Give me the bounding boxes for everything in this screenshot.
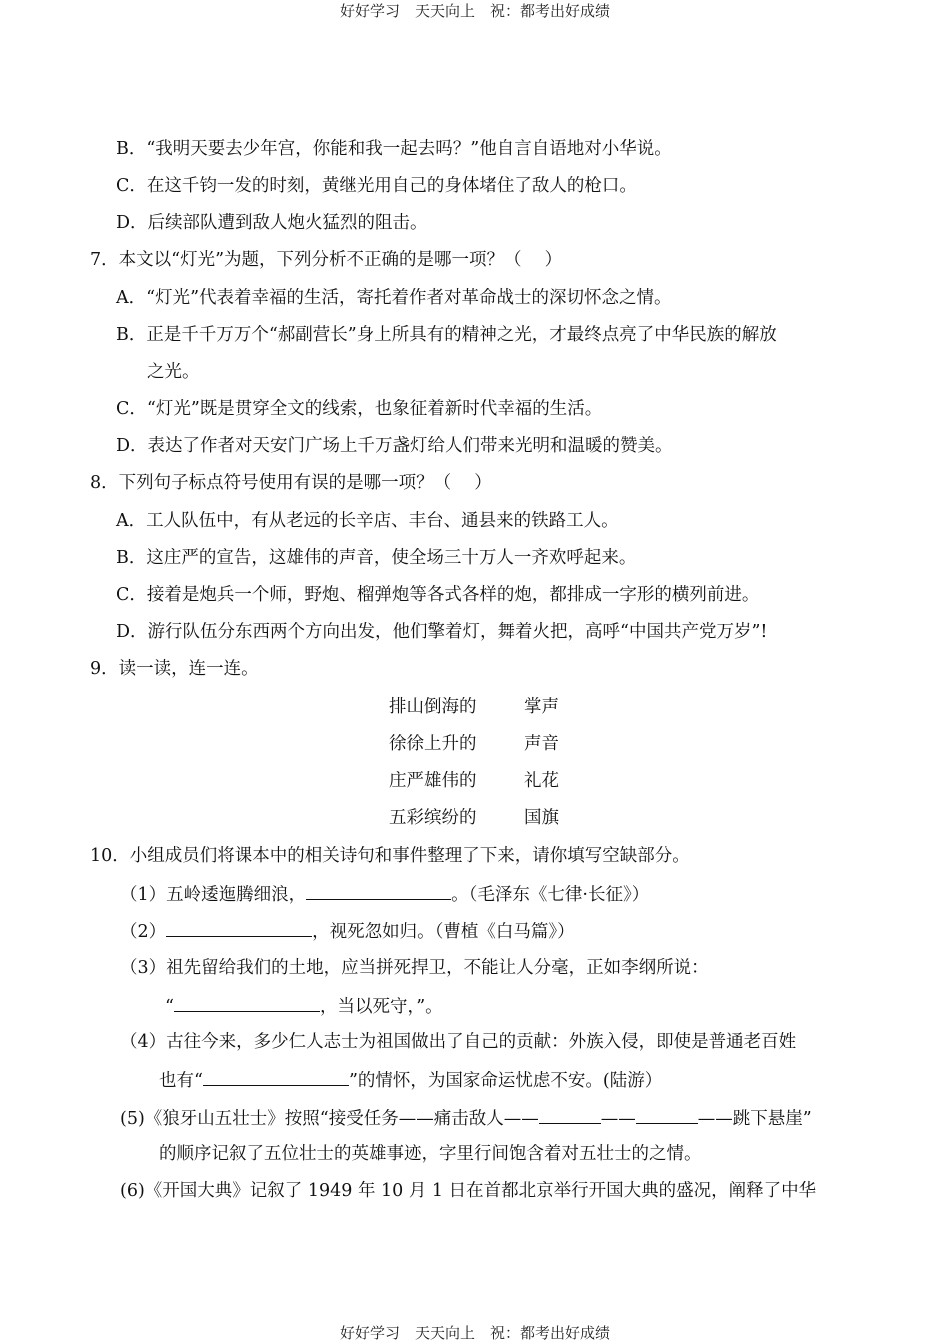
fill-blank[interactable] — [539, 1106, 601, 1124]
q6-option-b: B．“我明天要去少年宫，你能和我一起去吗？”他自言自语地对小华说。 — [116, 139, 672, 159]
q10-item-5-continued: 的顺序记叙了五位壮士的英雄事迹，字里行间饱含着对五壮士的之情。 — [159, 1144, 702, 1164]
q10-item-5-dash: —— — [600, 1109, 636, 1129]
q7-option-d: D．表达了作者对天安门广场上千万盏灯给人们带来光明和温暖的赞美。 — [116, 436, 673, 456]
q10-item-1-source: 。（毛泽东《七律·长征》） — [451, 885, 650, 905]
q10-item-3-quote — [165, 994, 443, 1018]
q7-option-a: A．“灯光”代表着幸福的生活，寄托着作者对革命战士的深切怀念之情。 — [116, 288, 672, 308]
q7-option-b-continued: 之光。 — [147, 362, 200, 382]
q10-item-4-continued — [159, 1068, 662, 1092]
page-footer: 好好学习 天天向上 祝：都考出好成绩 — [339, 1324, 610, 1342]
q10-item-5 — [120, 1106, 812, 1130]
q9-right-item: 掌声 — [524, 697, 559, 717]
q8-option-c: C．接着是炮兵一个师，野炮、榴弹炮等各式各样的炮，都排成一字形的横列前进。 — [116, 585, 760, 605]
q10-item-2-label: （2） — [120, 922, 167, 942]
q9-stem: 9．读一读，连一连。 — [90, 659, 259, 679]
q10-item-2-text: ，视死忽如归。（曹植《白马篇》） — [312, 922, 575, 942]
q8-option-a: A．工人队伍中，有从老远的长辛店、丰台、通县来的铁路工人。 — [116, 511, 619, 531]
q9-left-item: 徐徐上升的 — [389, 734, 477, 754]
q10-item-3-text: ，当以死守，”。 — [319, 997, 443, 1017]
q10-item-6: (6)《开国大典》记叙了 1949 年 10 月 1 日在首都北京举行开国大典的盛况，阐释了中华 — [120, 1181, 817, 1201]
fill-blank[interactable] — [636, 1106, 698, 1124]
q10-item-2 — [120, 919, 575, 943]
q9-right-item: 国旗 — [524, 808, 559, 828]
q7-option-b: B．正是千千万万个“郝副营长”身上所具有的精神之光，才最终点亮了中华民族的解放 — [116, 325, 777, 345]
fill-blank[interactable] — [203, 1068, 349, 1086]
q10-item-3-open-quote: “ — [165, 997, 174, 1017]
q7-stem: 7．本文以“灯光”为题，下列分析不正确的是哪一项？（ ） — [90, 250, 563, 270]
q10-item-1 — [120, 882, 649, 906]
fill-blank[interactable] — [166, 919, 312, 937]
q10-item-5-end: ——跳下悬崖” — [697, 1109, 812, 1129]
q6-option-d: D．后续部队遭到敌人炮火猛烈的阻击。 — [116, 213, 428, 233]
q10-item-5-text: (5)《狼牙山五壮士》按照“接受任务——痛击敌人—— — [120, 1109, 539, 1129]
fill-blank[interactable] — [174, 994, 320, 1012]
q8-option-d: D．游行队伍分东西两个方向出发，他们擎着灯，舞着火把，高呼“中国共产党万岁”! — [116, 622, 768, 642]
q10-item-1-text: （1）五岭逶迤腾细浪， — [120, 885, 307, 905]
q9-left-item: 五彩缤纷的 — [389, 808, 477, 828]
q6-option-c: C．在这千钧一发的时刻，黄继光用自己的身体堵住了敌人的枪口。 — [116, 176, 637, 196]
q10-stem: 10．小组成员们将课本中的相关诗句和事件整理了下来，请你填写空缺部分。 — [90, 846, 690, 866]
page-header: 好好学习 天天向上 祝：都考出好成绩 — [339, 2, 610, 20]
q10-item-4-text: 也有“ — [159, 1071, 203, 1091]
q8-stem: 8．下列句子标点符号使用有误的是哪一项？（ ） — [90, 473, 492, 493]
q9-left-item: 排山倒海的 — [389, 697, 477, 717]
q10-item-4-source: ”的情怀，为国家命运忧虑不安。(陆游） — [348, 1071, 663, 1091]
q10-item-3: （3）祖先留给我们的土地，应当拼死捍卫，不能让人分毫，正如李纲所说： — [120, 958, 709, 978]
q9-right-item: 声音 — [524, 734, 559, 754]
q10-item-4: （4）古往今来，多少仁人志士为祖国做出了自己的贡献：外族入侵，即使是普通老百姓 — [120, 1032, 797, 1052]
fill-blank[interactable] — [306, 882, 451, 900]
q9-left-item: 庄严雄伟的 — [389, 771, 477, 791]
q9-right-item: 礼花 — [524, 771, 559, 791]
q8-option-b: B．这庄严的宣告，这雄伟的声音，使全场三十万人一齐欢呼起来。 — [116, 548, 637, 568]
q7-option-c: C．“灯光”既是贯穿全文的线索，也象征着新时代幸福的生活。 — [116, 399, 603, 419]
